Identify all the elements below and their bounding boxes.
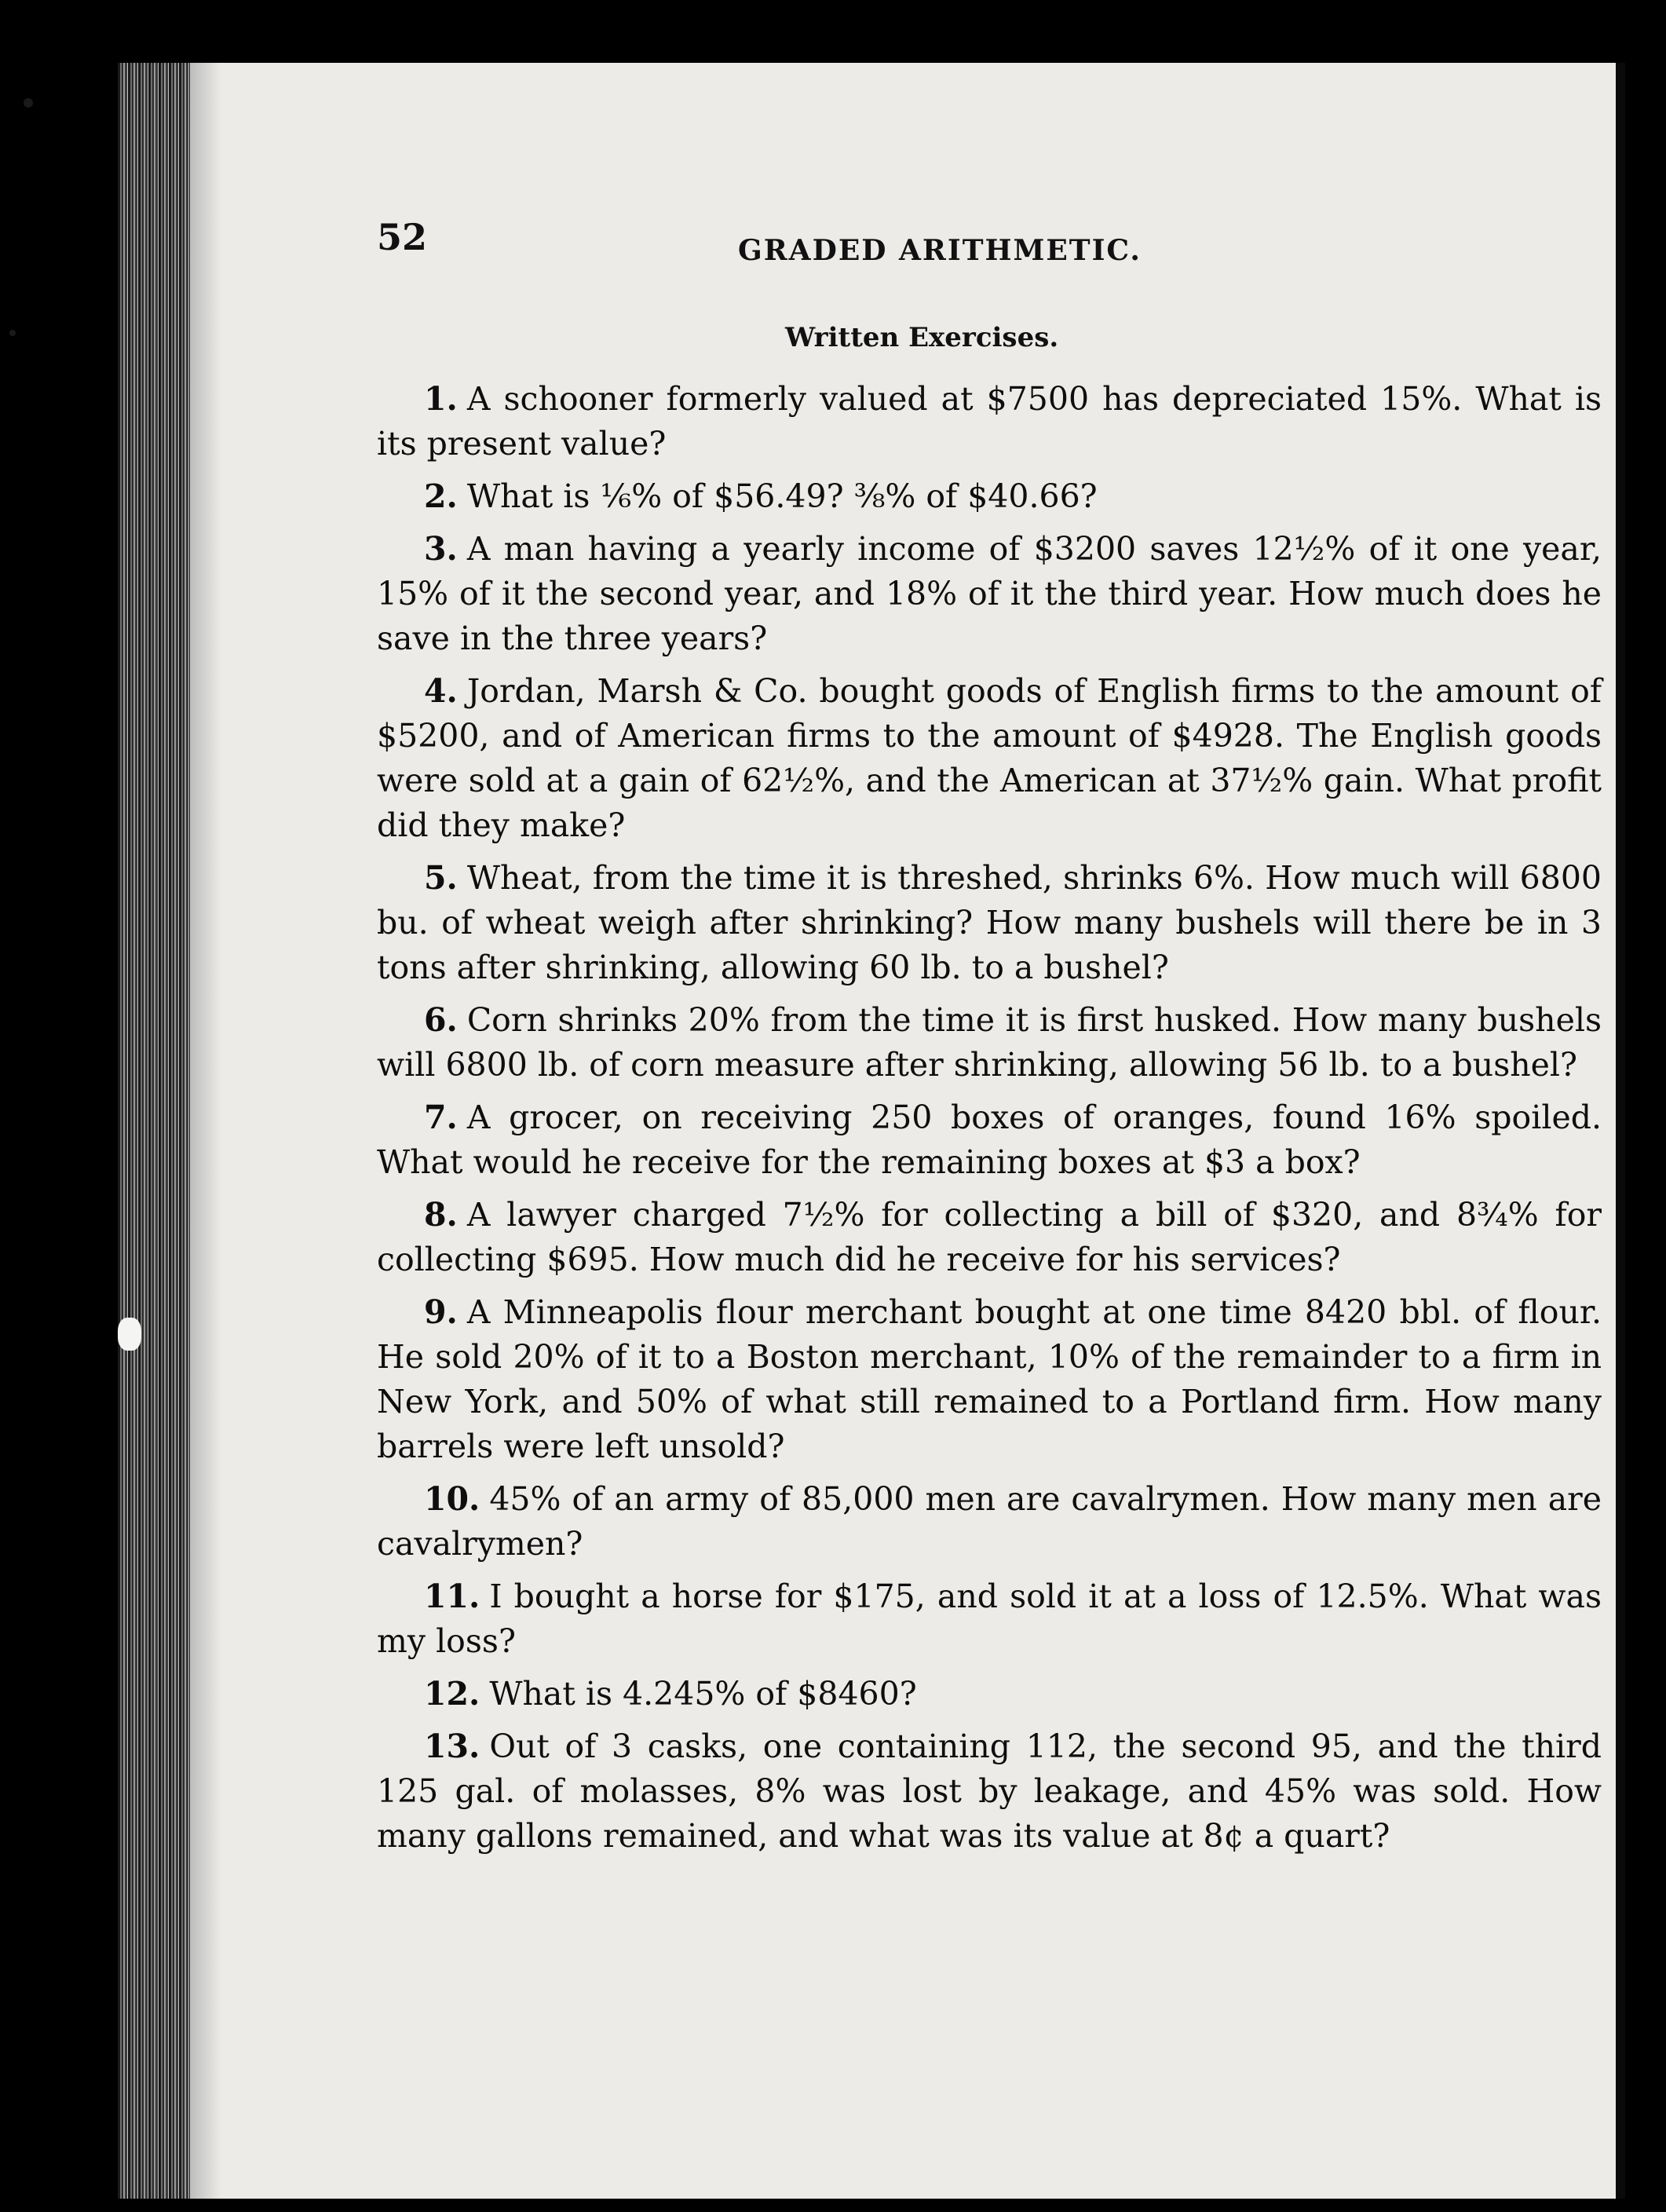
exercise-item — [377, 856, 1602, 990]
exercise-text: 45% of an army of 85,000 men are cavalrymen. How many men are cavalrymen? — [377, 1480, 1602, 1563]
exercise-number: 10. — [424, 1480, 480, 1518]
exercise-text: Corn shrinks 20% from the time it is first husked. How many bushels will 6800 lb. of corn measure after shrinking, allowing 56 lb. to a bushel? — [377, 1001, 1602, 1084]
scan-speck — [9, 330, 16, 336]
exercise-text: What is 4.245% of $8460? — [489, 1675, 917, 1713]
exercise-text: Out of 3 casks, one containing 112, the second 95, and the third 125 gal. of molasses, 8% was lost by leakage, and 45% was sold. How many gallons remained, and what was its value at 8¢ a quart? — [377, 1728, 1602, 1855]
exercise-item — [377, 1477, 1602, 1567]
exercise-item — [377, 669, 1602, 848]
exercise-item — [377, 998, 1602, 1088]
exercise-list — [377, 377, 1602, 1866]
exercise-item — [377, 1672, 1602, 1717]
exercise-item — [377, 1095, 1602, 1185]
exercise-item — [377, 1193, 1602, 1282]
exercise-text: A lawyer charged 7½% for collecting a bill of $320, and 8¾% for collecting $695. How much did he receive for his services? — [377, 1196, 1602, 1278]
exercise-number: 1. — [424, 380, 458, 418]
page-tab-mark — [118, 1318, 141, 1351]
exercise-text: Jordan, Marsh & Co. bought goods of English firms to the amount of $5200, and of American firms to the amount of $4928. The English goods were sold at a gain of 62½%, and the American at 37½% gain. What profit did they make? — [377, 672, 1602, 844]
exercise-text: A schooner formerly valued at $7500 has depreciated 15%. What is its present value? — [377, 380, 1602, 463]
exercise-item — [377, 1574, 1602, 1664]
exercise-number: 3. — [424, 530, 458, 568]
exercise-number: 9. — [424, 1293, 458, 1331]
running-head: GRADED ARITHMETIC. — [738, 234, 1142, 267]
exercise-number: 2. — [424, 477, 458, 515]
exercise-item — [377, 1290, 1602, 1469]
exercise-number: 7. — [424, 1099, 458, 1136]
exercise-number: 13. — [424, 1728, 480, 1765]
exercise-text: A Minneapolis flour merchant bought at one time 8420 bbl. of flour. He sold 20% of it to a Boston merchant, 10% of the remainder to a firm in New York, and 50% of what still remained to a Portland firm. How many barrels were left unsold? — [377, 1293, 1602, 1465]
book-page — [118, 63, 1625, 2199]
exercise-text: Wheat, from the time it is threshed, shrinks 6%. How much will 6800 bu. of wheat weigh after shrinking? How many bushels will there be in 3 tons after shrinking, allowing 60 lb. to a bushel? — [377, 859, 1602, 986]
exercise-number: 8. — [424, 1196, 458, 1234]
exercise-number: 12. — [424, 1675, 480, 1713]
exercise-item — [377, 474, 1602, 519]
exercise-item — [377, 377, 1602, 466]
exercise-number: 4. — [424, 672, 458, 710]
page-gutter — [118, 63, 190, 2199]
exercise-item — [377, 527, 1602, 661]
exercise-text: A man having a yearly income of $3200 saves 12½% of it one year, 15% of it the second year, and 18% of it the third year. How much does he save in the three years? — [377, 530, 1602, 657]
exercise-number: 5. — [424, 859, 458, 897]
scan-speck — [24, 98, 33, 108]
page-right-edge — [1616, 63, 1625, 2199]
exercise-item — [377, 1724, 1602, 1859]
section-title: Written Exercises. — [785, 322, 1059, 353]
exercise-text: A grocer, on receiving 250 boxes of oranges, found 16% spoiled. What would he receive for the remaining boxes at $3 a box? — [377, 1099, 1602, 1181]
exercise-text: What is ⅙% of $56.49? ⅜% of $40.66? — [466, 477, 1098, 515]
exercise-text: I bought a horse for $175, and sold it at a loss of 12.5%. What was my loss? — [377, 1578, 1602, 1660]
page-number: 52 — [377, 216, 428, 258]
gutter-shadow — [190, 63, 221, 2199]
exercise-number: 11. — [424, 1578, 480, 1615]
exercise-number: 6. — [424, 1001, 458, 1039]
